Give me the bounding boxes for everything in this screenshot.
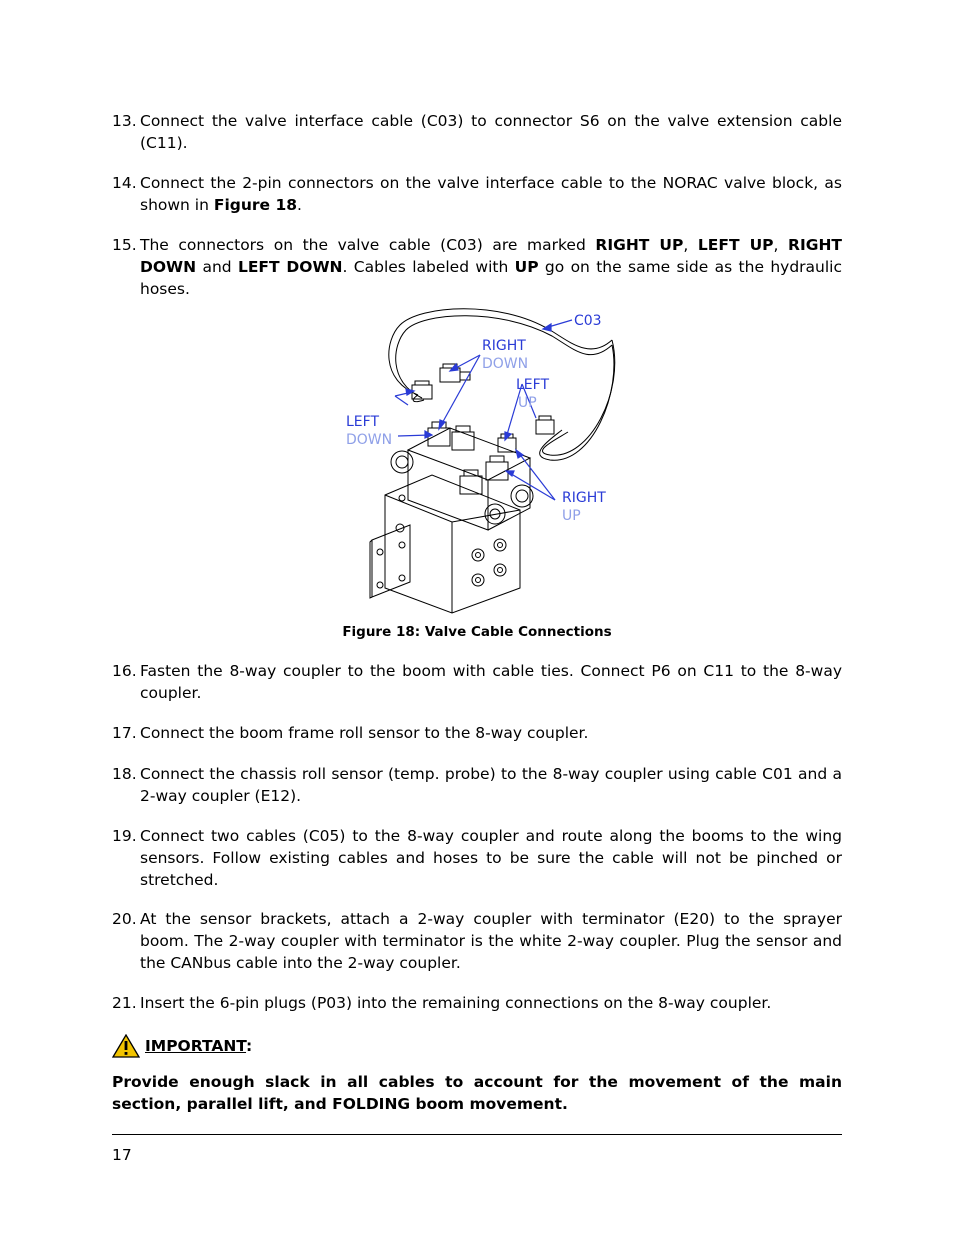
step-number: 17. <box>112 724 137 742</box>
label-right-down-1: RIGHT <box>482 338 526 354</box>
step-text: Connect the boom frame roll sensor to the 8-way coupler. <box>140 724 589 742</box>
step-15 <box>112 234 842 300</box>
label-right-up-2: UP <box>562 508 581 524</box>
step-20 <box>112 908 842 974</box>
step-text: Insert the 6-pin plugs (P03) into the remaining connections on the 8-way coupler. <box>140 994 772 1012</box>
step-14 <box>112 172 842 216</box>
label-left-down-1: LEFT <box>346 414 380 430</box>
label-left-up-2: UP <box>518 395 537 411</box>
important-heading: IMPORTANT: <box>112 1034 252 1058</box>
step-text: Connect two cables (C05) to the 8-way coupler and route along the booms to the wing sensors. Follow existing cables and hoses to be sure the cable will not be pinched or stretched. <box>140 827 842 889</box>
label-c03: C03 <box>574 313 602 329</box>
important-label: IMPORTANT <box>145 1037 247 1055</box>
valve-cable-figure <box>340 300 620 615</box>
label-right-down-2: DOWN <box>482 356 529 372</box>
valve-block-drawing <box>340 300 620 615</box>
step-19 <box>112 825 842 891</box>
warning-triangle-icon <box>112 1034 140 1058</box>
step-text: At the sensor brackets, attach a 2-way coupler with terminator (E20) to the sprayer boom. The 2-way coupler with terminator is the white 2-way coupler. Plug the sensor and the CANbus cable into the 2-way coupler. <box>140 910 842 972</box>
step-13 <box>112 110 842 154</box>
step-number: 13. <box>112 112 137 130</box>
step-text: Connect the valve interface cable (C03) to connector S6 on the valve extension cable (C11). <box>140 112 842 152</box>
step-number: 20. <box>112 910 137 928</box>
step-16 <box>112 660 842 704</box>
step-number: 15. <box>112 236 137 254</box>
step-number: 21. <box>112 994 137 1012</box>
step-text: Connect the 2-pin connectors on the valve interface cable to the NORAC valve block, as shown in Figure 18. <box>140 174 842 214</box>
step-text: Connect the chassis roll sensor (temp. probe) to the 8-way coupler using cable C01 and a 2-way coupler (E12). <box>140 765 842 805</box>
important-text: Provide enough slack in all cables to account for the movement of the main section, parallel lift, and FOLDING boom movement. <box>112 1073 842 1113</box>
figure-reference: Figure 18 <box>213 196 298 214</box>
step-text: Fasten the 8-way coupler to the boom with cable ties. Connect P6 on C11 to the 8-way coupler. <box>140 662 842 702</box>
figure-caption: Figure 18: Valve Cable Connections <box>342 624 612 640</box>
step-18 <box>112 763 842 807</box>
footer-rule <box>112 1134 842 1135</box>
label-left-down-2: DOWN <box>346 432 393 448</box>
step-number: 14. <box>112 174 137 192</box>
page-number: 17 <box>112 1146 132 1164</box>
step-number: 19. <box>112 827 137 845</box>
label-left-up-1: LEFT <box>516 377 550 393</box>
step-number: 18. <box>112 765 137 783</box>
step-17 <box>112 722 842 744</box>
step-number: 16. <box>112 662 137 680</box>
step-text: The connectors on the valve cable (C03) are marked RIGHT UP, LEFT UP, RIGHT DOWN and LEFT DOWN. Cables labeled with UP go on the same side as the hydraulic hoses. <box>140 236 843 298</box>
step-21 <box>112 992 842 1014</box>
label-right-up-1: RIGHT <box>562 490 606 506</box>
